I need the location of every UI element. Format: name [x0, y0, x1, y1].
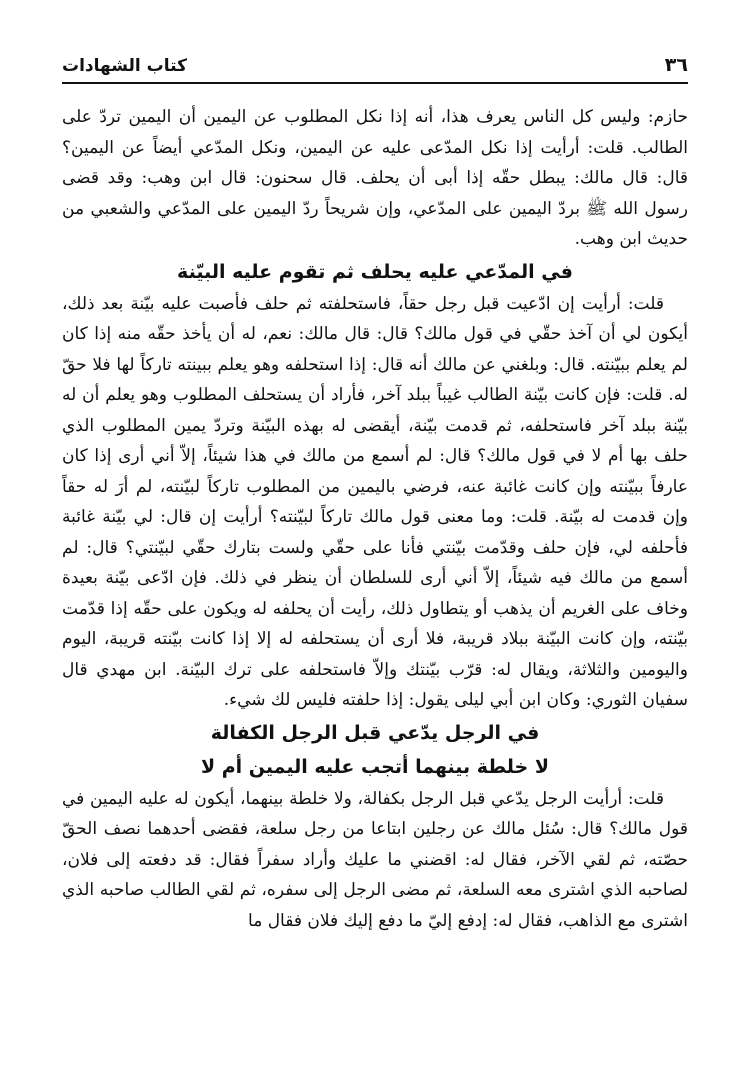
section-heading-2-line-1: في الرجل يدّعي قبل الرجل الكفالة: [210, 721, 540, 744]
header-rule: [62, 82, 688, 84]
paragraph-2: قلت: أرأيت إن ادّعيت قبل رجل حقاً، فاستحلفته ثم حلف فأصبت عليه بيّنة بعد ذلك، أيكون لي أن آخذ حقّي في قول مالك؟ قال: قال مالك: نعم، له أن يأخذ حقّه منه إذا كان لم يعلم ببيّنته. قال: وبلغني عن مالك أنه قال: إذا استحلفه وهو يعلم ببينته تاركاً لها فلا حقّ له. قلت: فإن كانت بيّنة الطالب غيباً ببلد آخر، فأراد أن يستحلف المطلوب وهو يعلم أن له بيّنة ببلد آخر فاستحلفه، ثم قدمت بيّنة، أيقضى له بهذه البيّنة وتردّ يمين المطلوب الذي حلف بها أم لا في قول مالك؟ قال: لم أسمع من مالك في هذا شيئاً، إلاّ أني أرى إذا كان عارفاً ببيّنته وإن كانت غائبة عنه، فرضي باليمين من المطلوب تاركاً لبيّنته، لم أرَ له حقاً وإن قدمت له بيّنة. قلت: وما معنى قول مالك تاركاً لبيّنته؟ أرأيت إن قال: لي بيّنة غائبة فأحلفه لي، فإن حلف وقدّمت بيّنتي فأنا على حقّي ولست بتارك حقّي لبيّنتي؟ قال: لم أسمع من مالك فيه شيئاً، إلاّ أني أرى للسلطان أن ينظر في ذلك. فإن ادّعى بيّنة بعيدة وخاف على الغريم أن يذهب أو يتطاول ذلك، رأيت أن يحلفه له ويكون على حقّه إذا قدّمت بيّنته، وإن كانت البيّنة ببلاد قريبة، فلا أرى أن يستحلفه له إلا إذا كانت بيّنته قريبة، اليوم واليومين والثلاثة، ويقال له: قرّب بيّنتك وإلاّ فاستحلفه على ترك البيّنة. ابن مهدي قال سفيان الثوري: وكان ابن أبي ليلى يقول: إذا حلفته فليس لك شيء.: [62, 293, 688, 710]
paragraph-3: قلت: أرأيت الرجل يدّعي قبل الرجل بكفالة، ولا خلطة بينهما، أيكون له عليه اليمين في قول مالك؟ قال: سُئل مالك عن رجلين ابتاعا من رجل سلعة، فقضى أحدهما نصف الحقّ حصّته، ثم لقي الآخر، فقال له: اقضني ما عليك وأراد سفراً فقال: قد دفعته إلى فلان، لصاحبه الذي اشترى معه السلعة، ثم مضى الرجل إلى سفره، ثم لقي الطالب صاحبه الذي اشترى مع الذاهب، فقال له: إدفع إليّ ما دفع إليك فلان فقال ما: [62, 788, 688, 931]
running-header: [62, 44, 688, 76]
section-heading-1: في المدّعي عليه يحلف ثم تقوم عليه البيّنة: [177, 260, 573, 283]
paragraph-1: حازم: وليس كل الناس يعرف هذا، أنه إذا نكل المطلوب عن اليمين أن اليمين تردّ على الطالب. قلت: أرأيت إذا نكل المدّعى عليه عن اليمين، ونكل المدّعي أيضاً عن اليمين؟ قال: قال مالك: يبطل حقّه إذا أبى أن يحلف. قال سحنون: قال ابن وهب: وقد قضى رسول الله ﷺ بردّ اليمين على المدّعي، وإن شريحاً ردّ اليمين على المدّعي والشعبي من حديث ابن وهب.: [62, 107, 688, 249]
book-page: [62, 44, 688, 936]
page-number: ٣٦: [664, 54, 688, 76]
book-title: كتاب الشهادات: [62, 56, 187, 76]
section-heading-2-line-2: لا خلطة بينهما أتجب عليه اليمين أم لا: [200, 755, 550, 778]
